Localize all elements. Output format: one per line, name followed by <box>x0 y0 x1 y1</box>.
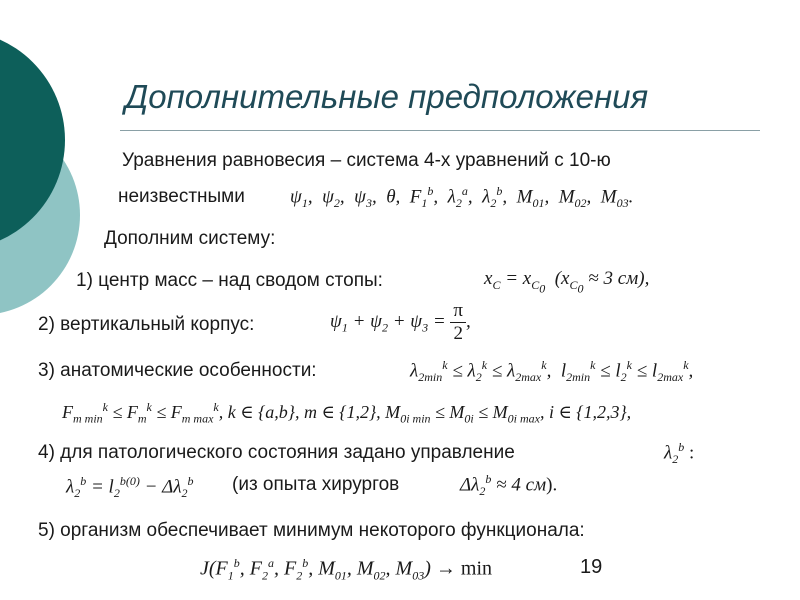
control-variable: $\lambda_2^b$ : <box>664 440 695 467</box>
functional-formula: $J(F_1^b$, $F_2^a$, $F_2^b$, $M_{01}$, $M_{02}$, $M_{03}) \to \min$ <box>200 556 493 583</box>
unknowns-formula: $\psi_1$, $\psi_2$, $\psi_3$, θ, $F_1^b$, $\lambda_2^a$, $\lambda_2^b$, $M_{01}$, $M_{02}$, $M_{03}$. <box>290 184 634 211</box>
surgeon-note: (из опыта хирургов <box>232 474 400 495</box>
item-vertical-body: 2) вертикальный корпус: <box>38 314 255 335</box>
equilibrium-line: Уравнения равновесия – система 4-х уравнений с 10-ю <box>122 150 611 171</box>
item-anatomical: 3) анатомические особенности: <box>38 360 317 381</box>
item-center-of-mass: 1) центр масс – над сводом стопы: <box>76 270 383 291</box>
slide-number: 19 <box>580 556 603 578</box>
item-pathology: 4) для патологического состояния задано управление <box>38 442 515 463</box>
title-divider <box>120 130 760 131</box>
surgeon-formula: $\Delta\lambda_2^b \approx 4$ см). <box>460 472 558 499</box>
vertical-body-formula: $\psi_1 + \psi_2 + \psi_3$ = $\frac{\pi}{2}$ , <box>330 300 471 344</box>
item-functional: 5) организм обеспечивает минимум некоторого функционала: <box>38 520 585 541</box>
slide-title: Дополнительные предположения <box>125 78 649 115</box>
anatomical-formula-1: $\lambda_{2min}^k \le \lambda_2^k \le \lambda_{2max}^k$, $l_{2min}^k \le l_2^k \le l_{2max}^k$, <box>410 358 694 385</box>
extend-system-heading: Дополним систему: <box>104 228 276 249</box>
unknowns-label: неизвестными <box>118 186 245 207</box>
center-of-mass-formula: $x_C = x_{C_0}$ ($x_{C_0} \approx 3$ см), <box>484 268 650 296</box>
control-equation: $\lambda_2^b = l_2^{b(0)} - \Delta\lambda_2^b$ <box>66 474 194 501</box>
anatomical-formula-2: $F_{m min}^k \le F_m^k \le F_{m max}^k$, k ∈ {a,b}, m ∈ {1,2}, $M_{0i min} \le M_{0i} \le M_{0i max}$, i ∈ {1,2,3}, <box>62 400 632 426</box>
